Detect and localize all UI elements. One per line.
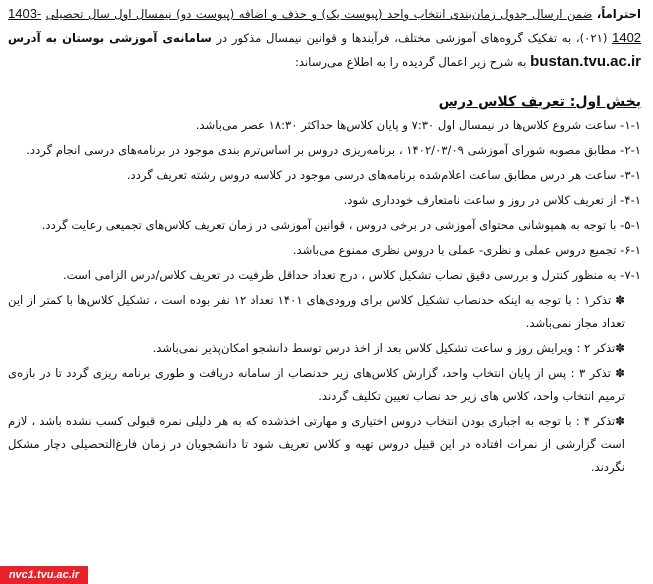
list-item: ۵-۱- با توجه به همپوشانی محتوای آموزشی در برخی دروس ، قوانین آموزشی در زمان تعریف کلاس‌های تجمیعی رعایت گردد.: [41, 218, 641, 232]
intro-text-1: ضمن ارسال جدول زمان‌بندی انتخاب واحد (پیوست یک) و حذف و اضافه (پیوست دو) نیمسال اول سال تحصیلی: [45, 7, 593, 21]
note-item: ✽ تذکر۱ : با توجه به اینکه حدنصاب تشکیل کلاس برای ورودی‌های ۱۴۰۱ تعداد ۱۲ نفر بوده است ، تشکیل کلاس‌ها با کمتر از این تعداد مجاز نمی‌باشد.: [8, 293, 625, 330]
system-label: سامانه‌ی آموزشی بوستان به آدرس: [8, 31, 212, 45]
intro-paragraph: [8, 2, 641, 74]
academic-year: 1403-1402: [8, 6, 642, 45]
note-item: ✽ تذکر ۳ : پس از پایان انتخاب واحد، گزارش کلاس‌های زیر حدنصاب از سامانه دریافت و طوری برنامه ریزی گردد تا در بازه‌ی ترمیم انتخاب واحد، کلاس های زیر حد نصاب تعیین تکلیف گردند.: [8, 366, 625, 403]
note-item: ✽تذکر ۴ : با توجه به اجباری بودن انتخاب دروس اختیاری و مهارتی اخذشده که به هر دلیلی نمره قبولی کسب نشده باشد ، لازم است گزارشی از نمرات افتاده در این قبیل دروس تهیه و کلاس تعریف شود تا دانشجویان در زمان فارغ‌التحصیلی دچار مشکل نگردند.: [8, 414, 625, 474]
intro-lead: احتراماً،: [596, 7, 641, 21]
system-url: bustan.tvu.ac.ir: [530, 53, 641, 70]
list-item: ۲-۱- مطابق مصوبه شورای آموزشی ۱۴۰۲/۰۳/۰۹ ، برنامه‌ریزی دروس بر اساس‌ترم بندی موجود در برنامه‌های درسی انجام گردد.: [26, 143, 641, 157]
list-item: ۷-۱- به منظور کنترل و بررسی دقیق نصاب تشکیل کلاس ، درج تعداد حداقل ظرفیت در تعریف کلاس/درس الزامی است.: [62, 268, 641, 282]
list-item: ۳-۱- ساعت هر درس مطابق ساعت اعلام‌شده برنامه‌های درسی موجود در کلاسه دروس رشته تعریف گردد.: [126, 168, 641, 182]
list-item: ۱-۱- ساعت شروع کلاس‌ها در نیمسال اول ۷:۳۰ و پایان کلاس‌ها حداکثر ۱۸:۳۰ عصر می‌باشد.: [195, 118, 641, 132]
site-logo: nvc1.tvu.ac.ir: [0, 566, 88, 584]
note-item: ✽تذکر ۲ : ویرایش روز و ساعت تشکیل کلاس بعد از اخذ درس توسط دانشجو امکان‌پذیر نمی‌باشد.: [152, 341, 625, 355]
intro-text-3: به شرح زیر اعمال گردیده را به اطلاع می‌رساند:: [294, 55, 527, 69]
list-item: ۴-۱- از تعریف کلاس در روز و ساعت نامتعارف خودداری شود.: [343, 193, 641, 207]
document-body: [8, 2, 641, 481]
section-title: بخش اول: تعریف کلاس درس: [438, 94, 641, 110]
list-item: ۶-۱- تجمیع دروس عملی و نظری- عملی با دروس نظری ممنوع می‌باشد.: [292, 243, 641, 257]
intro-text-2: (۰۲۱)، به تفکیک گروه‌های آموزشی مختلف، فرآیندها و قوانین نیمسال مذکور در: [216, 31, 608, 45]
